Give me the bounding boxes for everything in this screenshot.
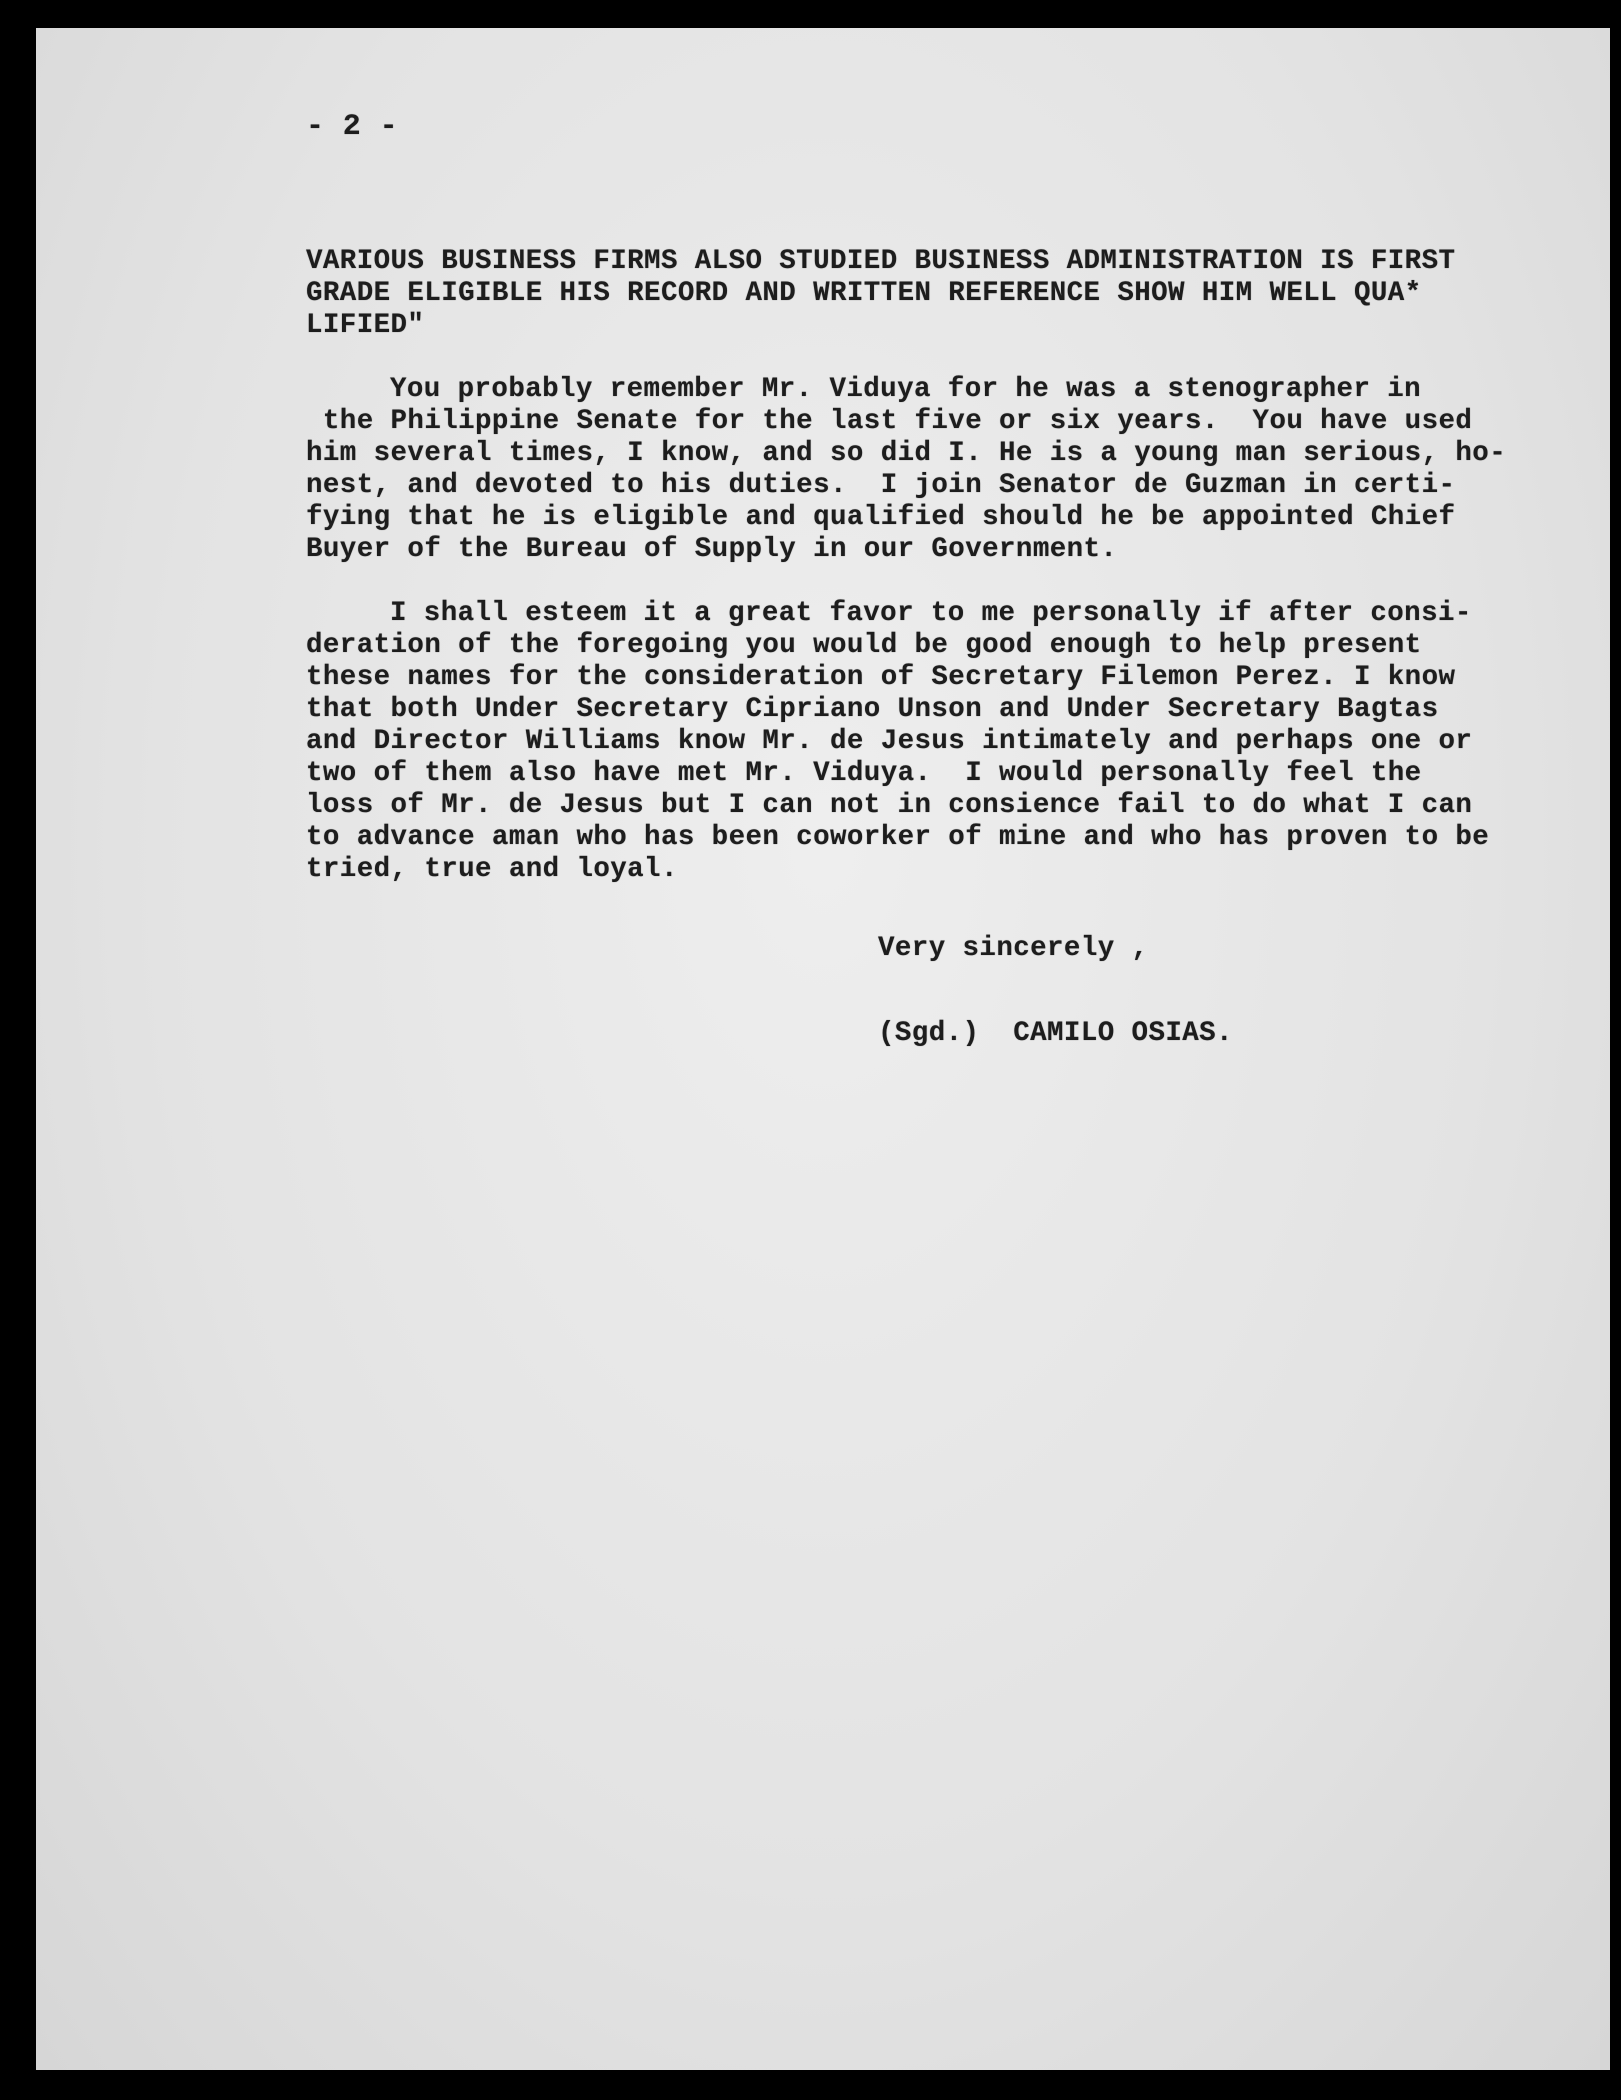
text-line: these names for the consideration of Secretary Filemon Perez. I know xyxy=(306,662,1456,693)
text-line: and Director Williams know Mr. de Jesus intimately and perhaps one or xyxy=(306,726,1473,757)
text-line: VARIOUS BUSINESS FIRMS ALSO STUDIED BUSINESS ADMINISTRATION IS FIRST xyxy=(306,246,1456,277)
text-line: LIFIED" xyxy=(306,310,425,341)
text-line: Buyer of the Bureau of Supply in our Government. xyxy=(306,534,1118,565)
text-line: that both Under Secretary Cipriano Unson and Under Secretary Bagtas xyxy=(306,694,1439,725)
text-line: the Philippine Senate for the last five or six years. You have used xyxy=(306,406,1473,437)
text-line: loss of Mr. de Jesus but I can not in consience fail to do what I can xyxy=(306,790,1473,821)
text-line: deration of the foregoing you would be good enough to help present xyxy=(306,630,1422,661)
text-line: two of them also have met Mr. Viduya. I would personally feel the xyxy=(306,758,1422,789)
text-line: nest, and devoted to his duties. I join Senator de Guzman in certi- xyxy=(306,470,1456,501)
text-line: fying that he is eligible and qualified should he be appointed Chief xyxy=(306,502,1456,533)
text-line: You probably remember Mr. Viduya for he was a stenographer in xyxy=(390,374,1422,405)
signature: (Sgd.) CAMILO OSIAS. xyxy=(878,1018,1233,1049)
page-number: - 2 - xyxy=(306,110,399,144)
text-line: him several times, I know, and so did I. He is a young man serious, ho- xyxy=(306,438,1507,469)
text-line: I shall esteem it a great favor to me personally if after consi- xyxy=(390,598,1472,629)
text-line: GRADE ELIGIBLE HIS RECORD AND WRITTEN REFERENCE SHOW HIM WELL QUA* xyxy=(306,278,1422,309)
text-line: to advance aman who has been coworker of mine and who has proven to be xyxy=(306,822,1490,853)
letter-page xyxy=(36,28,1610,2070)
closing: Very sincerely , xyxy=(878,933,1149,964)
text-line: tried, true and loyal. xyxy=(306,854,678,885)
